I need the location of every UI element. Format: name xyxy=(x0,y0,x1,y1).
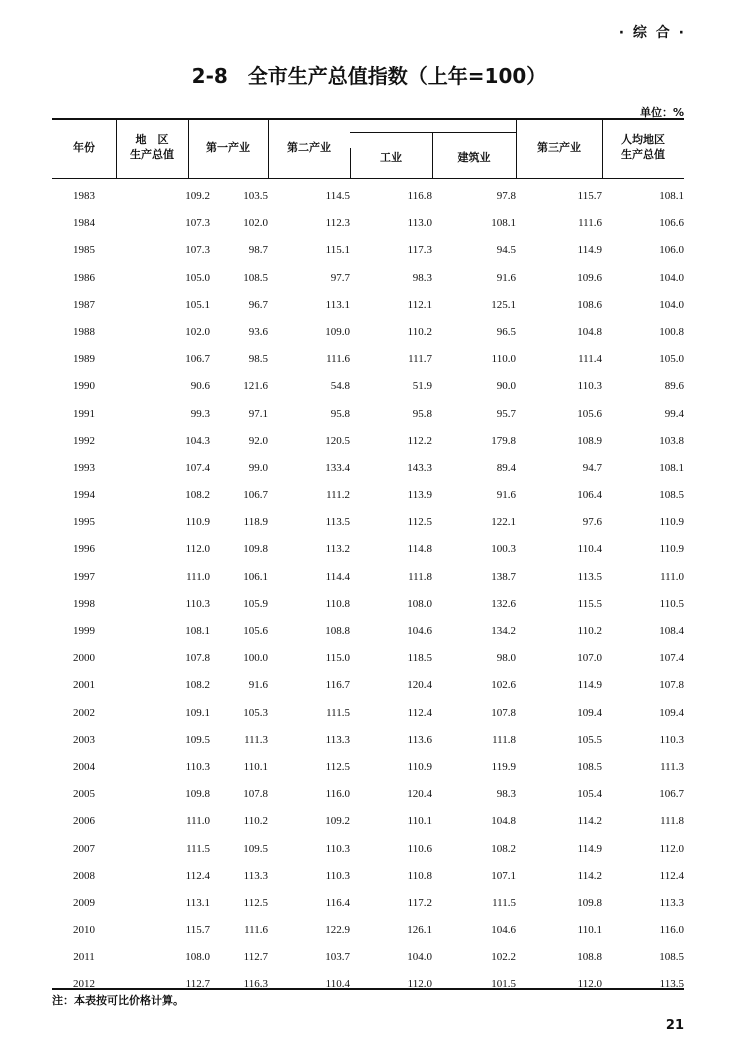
table-row xyxy=(52,619,684,646)
cell-gdp: 107.3 xyxy=(185,217,210,230)
cell-gdp: 115.7 xyxy=(185,924,210,937)
cell-gdp: 110.9 xyxy=(185,516,210,529)
cell-construction: 138.7 xyxy=(491,570,516,583)
cell-construction: 101.5 xyxy=(491,978,516,991)
cell-secondary: 110.4 xyxy=(325,978,350,991)
table-header-rule xyxy=(52,178,684,179)
cell-secondary: 133.4 xyxy=(325,461,350,474)
table-row xyxy=(52,755,684,782)
cell-industry: 117.3 xyxy=(407,244,432,257)
cell-construction: 107.1 xyxy=(491,869,516,882)
cell-industry: 120.4 xyxy=(407,679,432,692)
cell-gdp: 90.6 xyxy=(190,380,210,393)
cell-year: 1988 xyxy=(73,325,95,338)
cell-per-capita: 108.1 xyxy=(659,190,684,202)
cell-industry: 126.1 xyxy=(407,924,432,937)
header-tertiary: 第三产业 xyxy=(537,141,581,154)
cell-primary: 103.5 xyxy=(243,190,268,202)
cell-year: 1985 xyxy=(73,244,95,257)
cell-gdp: 111.0 xyxy=(186,815,210,828)
cell-year: 2010 xyxy=(73,924,95,937)
cell-per-capita: 108.5 xyxy=(659,489,684,502)
cell-year: 1993 xyxy=(73,461,95,474)
cell-year: 2002 xyxy=(73,706,95,719)
cell-construction: 94.5 xyxy=(496,244,516,257)
cell-industry: 111.7 xyxy=(408,353,432,366)
cell-gdp: 108.2 xyxy=(185,489,210,502)
cell-secondary: 111.5 xyxy=(326,706,350,719)
cell-year: 2004 xyxy=(73,760,95,773)
cell-tertiary: 113.5 xyxy=(577,570,602,583)
cell-per-capita: 116.0 xyxy=(659,924,684,937)
cell-primary: 112.5 xyxy=(243,896,268,909)
page-number: 21 xyxy=(665,1018,684,1033)
cell-secondary: 122.9 xyxy=(325,924,350,937)
cell-per-capita: 106.6 xyxy=(659,217,684,230)
cell-industry: 112.4 xyxy=(407,706,432,719)
cell-secondary: 110.8 xyxy=(325,597,350,610)
cell-per-capita: 107.8 xyxy=(659,679,684,692)
cell-tertiary: 108.8 xyxy=(577,951,602,964)
cell-per-capita: 108.1 xyxy=(659,461,684,474)
cell-tertiary: 114.9 xyxy=(577,842,602,855)
cell-industry: 98.3 xyxy=(412,271,432,284)
cell-year: 1997 xyxy=(73,570,95,583)
cell-tertiary: 114.2 xyxy=(577,869,602,882)
cell-gdp: 109.1 xyxy=(185,706,210,719)
cell-industry: 51.9 xyxy=(412,380,432,393)
cell-gdp: 104.3 xyxy=(185,434,210,447)
cell-industry: 112.5 xyxy=(407,516,432,529)
table-row xyxy=(52,184,684,211)
table-row xyxy=(52,374,684,401)
cell-gdp: 109.5 xyxy=(185,733,210,746)
cell-secondary: 109.2 xyxy=(325,815,350,828)
cell-per-capita: 108.4 xyxy=(659,625,684,637)
cell-construction: 97.8 xyxy=(496,190,516,202)
cell-per-capita: 100.8 xyxy=(659,325,684,338)
section-header: · 综 合 · xyxy=(618,25,686,41)
cell-industry: 120.4 xyxy=(407,788,432,801)
cell-primary: 110.1 xyxy=(243,760,268,773)
cell-industry: 104.0 xyxy=(407,951,432,964)
cell-secondary: 114.4 xyxy=(325,570,350,583)
cell-per-capita: 112.4 xyxy=(659,869,684,882)
cell-gdp: 110.3 xyxy=(185,597,210,610)
table-row xyxy=(52,211,684,238)
cell-gdp: 106.7 xyxy=(185,353,210,366)
cell-industry: 108.0 xyxy=(407,597,432,610)
cell-primary: 107.8 xyxy=(243,788,268,801)
cell-construction: 89.4 xyxy=(496,461,516,474)
cell-industry: 113.6 xyxy=(407,733,432,746)
cell-tertiary: 105.5 xyxy=(577,733,602,746)
cell-secondary: 112.3 xyxy=(325,217,350,230)
cell-tertiary: 108.9 xyxy=(577,434,602,447)
cell-primary: 105.3 xyxy=(243,706,268,719)
cell-industry: 111.8 xyxy=(408,570,432,583)
cell-construction: 132.6 xyxy=(491,597,516,610)
cell-year: 1986 xyxy=(73,271,95,284)
cell-year: 1998 xyxy=(73,597,95,610)
cell-industry: 117.2 xyxy=(407,896,432,909)
cell-gdp: 110.3 xyxy=(185,760,210,773)
cell-secondary: 113.2 xyxy=(325,543,350,556)
cell-year: 1984 xyxy=(73,217,95,230)
cell-secondary: 120.5 xyxy=(325,434,350,447)
cell-secondary: 113.5 xyxy=(325,516,350,529)
cell-tertiary: 94.7 xyxy=(582,461,602,474)
cell-gdp: 111.0 xyxy=(186,570,210,583)
cell-gdp: 112.7 xyxy=(185,978,210,991)
cell-industry: 110.9 xyxy=(407,760,432,773)
cell-construction: 111.8 xyxy=(492,733,516,746)
cell-year: 2000 xyxy=(73,652,95,665)
cell-construction: 104.8 xyxy=(491,815,516,828)
cell-secondary: 116.7 xyxy=(325,679,350,692)
cell-construction: 110.0 xyxy=(491,353,516,366)
cell-primary: 109.5 xyxy=(243,842,268,855)
cell-secondary: 112.5 xyxy=(325,760,350,773)
cell-secondary: 111.2 xyxy=(326,489,350,502)
cell-construction: 119.9 xyxy=(491,760,516,773)
cell-per-capita: 106.0 xyxy=(659,244,684,257)
cell-secondary: 111.6 xyxy=(326,353,350,366)
cell-primary: 112.7 xyxy=(243,951,268,964)
cell-primary: 110.2 xyxy=(243,815,268,828)
cell-gdp: 109.2 xyxy=(185,190,210,202)
cell-year: 1994 xyxy=(73,489,95,502)
cell-year: 1989 xyxy=(73,353,95,366)
cell-tertiary: 112.0 xyxy=(577,978,602,991)
cell-primary: 118.9 xyxy=(243,516,268,529)
cell-primary: 109.8 xyxy=(243,543,268,556)
cell-industry: 113.9 xyxy=(407,489,432,502)
cell-secondary: 54.8 xyxy=(330,380,350,393)
cell-primary: 105.6 xyxy=(243,625,268,637)
cell-gdp: 112.0 xyxy=(185,543,210,556)
cell-industry: 110.6 xyxy=(407,842,432,855)
table-row xyxy=(52,782,684,809)
cell-gdp: 109.8 xyxy=(185,788,210,801)
cell-gdp: 108.1 xyxy=(185,625,210,637)
cell-per-capita: 110.9 xyxy=(659,543,684,556)
cell-per-capita: 110.5 xyxy=(659,597,684,610)
cell-construction: 122.1 xyxy=(491,516,516,529)
cell-tertiary: 110.1 xyxy=(577,924,602,937)
cell-primary: 100.0 xyxy=(243,652,268,665)
cell-year: 2006 xyxy=(73,815,95,828)
cell-per-capita: 89.6 xyxy=(664,380,684,393)
cell-construction: 95.7 xyxy=(496,407,516,420)
cell-year: 1991 xyxy=(73,407,95,420)
cell-secondary: 113.1 xyxy=(325,298,350,311)
cell-gdp: 105.0 xyxy=(185,271,210,284)
cell-primary: 98.5 xyxy=(248,353,268,366)
cell-construction: 104.6 xyxy=(491,924,516,937)
cell-construction: 91.6 xyxy=(496,271,516,284)
cell-construction: 100.3 xyxy=(491,543,516,556)
cell-tertiary: 107.0 xyxy=(577,652,602,665)
header-industry: 工业 xyxy=(380,151,402,164)
cell-tertiary: 105.6 xyxy=(577,407,602,420)
cell-secondary: 116.0 xyxy=(325,788,350,801)
cell-industry: 113.0 xyxy=(407,217,432,230)
cell-secondary: 108.8 xyxy=(325,625,350,637)
cell-year: 1990 xyxy=(73,380,95,393)
header-primary: 第一产业 xyxy=(206,141,250,154)
cell-tertiary: 115.7 xyxy=(577,190,602,202)
cell-gdp: 107.4 xyxy=(185,461,210,474)
cell-construction: 125.1 xyxy=(491,298,516,311)
page-title: 2-8 全市生产总值指数（上年=100） xyxy=(191,64,547,88)
cell-gdp: 108.2 xyxy=(185,679,210,692)
unit-label: 单位：% xyxy=(639,106,684,119)
data-table-body xyxy=(52,184,684,1000)
cell-year: 2009 xyxy=(73,896,95,909)
cell-tertiary: 105.4 xyxy=(577,788,602,801)
cell-secondary: 115.1 xyxy=(325,244,350,257)
header-year: 年份 xyxy=(73,141,95,154)
cell-industry: 143.3 xyxy=(407,461,432,474)
cell-year: 1992 xyxy=(73,434,95,447)
cell-gdp: 111.5 xyxy=(186,842,210,855)
table-row xyxy=(52,510,684,537)
cell-secondary: 116.4 xyxy=(325,896,350,909)
table-row xyxy=(52,456,684,483)
cell-construction: 98.0 xyxy=(496,652,516,665)
cell-tertiary: 109.4 xyxy=(577,706,602,719)
cell-tertiary: 109.8 xyxy=(577,896,602,909)
header-per-capita: 人均地区 生产总值 xyxy=(621,133,665,161)
cell-gdp: 113.1 xyxy=(185,896,210,909)
cell-year: 1999 xyxy=(73,625,95,637)
cell-per-capita: 108.5 xyxy=(659,951,684,964)
cell-construction: 107.8 xyxy=(491,706,516,719)
cell-tertiary: 111.4 xyxy=(578,353,602,366)
cell-primary: 92.0 xyxy=(248,434,268,447)
cell-primary: 116.3 xyxy=(243,978,268,991)
cell-year: 2011 xyxy=(73,951,95,964)
table-row xyxy=(52,837,684,864)
cell-primary: 111.3 xyxy=(244,733,268,746)
cell-year: 2012 xyxy=(73,978,95,991)
header-secondary: 第二产业 xyxy=(287,141,331,154)
cell-per-capita: 110.3 xyxy=(659,733,684,746)
table-row xyxy=(52,673,684,700)
cell-construction: 111.5 xyxy=(492,896,516,909)
cell-per-capita: 103.8 xyxy=(659,434,684,447)
cell-secondary: 110.3 xyxy=(325,842,350,855)
table-row xyxy=(52,429,684,456)
table-top-rule xyxy=(52,118,684,120)
table-row xyxy=(52,891,684,918)
cell-tertiary: 114.9 xyxy=(577,679,602,692)
cell-gdp: 108.0 xyxy=(185,951,210,964)
table-row xyxy=(52,809,684,836)
cell-industry: 110.1 xyxy=(407,815,432,828)
cell-per-capita: 99.4 xyxy=(664,407,684,420)
cell-tertiary: 104.8 xyxy=(577,325,602,338)
cell-gdp: 107.8 xyxy=(185,652,210,665)
cell-per-capita: 111.0 xyxy=(660,570,684,583)
cell-tertiary: 108.6 xyxy=(577,298,602,311)
cell-secondary: 115.0 xyxy=(325,652,350,665)
cell-per-capita: 109.4 xyxy=(659,706,684,719)
table-row xyxy=(52,646,684,673)
cell-construction: 98.3 xyxy=(496,788,516,801)
cell-per-capita: 107.4 xyxy=(659,652,684,665)
cell-construction: 102.2 xyxy=(491,951,516,964)
cell-industry: 95.8 xyxy=(412,407,432,420)
cell-primary: 102.0 xyxy=(243,217,268,230)
cell-construction: 91.6 xyxy=(496,489,516,502)
table-row xyxy=(52,266,684,293)
cell-per-capita: 111.8 xyxy=(660,815,684,828)
cell-construction: 179.8 xyxy=(491,434,516,447)
table-row xyxy=(52,537,684,564)
cell-secondary: 97.7 xyxy=(330,271,350,284)
cell-per-capita: 111.3 xyxy=(660,760,684,773)
cell-year: 2001 xyxy=(73,679,95,692)
cell-primary: 93.6 xyxy=(248,325,268,338)
table-row xyxy=(52,728,684,755)
cell-tertiary: 114.2 xyxy=(577,815,602,828)
cell-industry: 118.5 xyxy=(407,652,432,665)
cell-industry: 110.8 xyxy=(407,869,432,882)
footnote: 注：本表按可比价格计算。 xyxy=(52,994,184,1007)
table-row xyxy=(52,945,684,972)
cell-per-capita: 113.3 xyxy=(659,896,684,909)
cell-per-capita: 105.0 xyxy=(659,353,684,366)
cell-year: 2005 xyxy=(73,788,95,801)
cell-secondary: 113.3 xyxy=(325,733,350,746)
cell-gdp: 105.1 xyxy=(185,298,210,311)
cell-per-capita: 104.0 xyxy=(659,298,684,311)
cell-per-capita: 104.0 xyxy=(659,271,684,284)
table-row xyxy=(52,592,684,619)
table-row xyxy=(52,320,684,347)
cell-tertiary: 115.5 xyxy=(577,597,602,610)
cell-primary: 99.0 xyxy=(248,461,268,474)
cell-primary: 121.6 xyxy=(243,380,268,393)
cell-gdp: 107.3 xyxy=(185,244,210,257)
cell-per-capita: 110.9 xyxy=(659,516,684,529)
cell-gdp: 112.4 xyxy=(185,869,210,882)
cell-primary: 106.7 xyxy=(243,489,268,502)
cell-primary: 111.6 xyxy=(244,924,268,937)
table-row xyxy=(52,864,684,891)
cell-industry: 114.8 xyxy=(407,543,432,556)
cell-secondary: 109.0 xyxy=(325,325,350,338)
cell-year: 1983 xyxy=(73,190,95,202)
cell-per-capita: 106.7 xyxy=(659,788,684,801)
table-row xyxy=(52,565,684,592)
cell-gdp: 99.3 xyxy=(190,407,210,420)
cell-primary: 105.9 xyxy=(243,597,268,610)
cell-primary: 108.5 xyxy=(243,271,268,284)
cell-tertiary: 110.3 xyxy=(577,380,602,393)
cell-industry: 110.2 xyxy=(407,325,432,338)
cell-tertiary: 97.6 xyxy=(582,516,602,529)
cell-primary: 113.3 xyxy=(243,869,268,882)
table-row xyxy=(52,918,684,945)
cell-secondary: 110.3 xyxy=(325,869,350,882)
table-row xyxy=(52,483,684,510)
cell-construction: 134.2 xyxy=(491,625,516,637)
table-row xyxy=(52,293,684,320)
cell-tertiary: 111.6 xyxy=(578,217,602,230)
cell-industry: 112.2 xyxy=(407,434,432,447)
cell-industry: 112.0 xyxy=(407,978,432,991)
cell-construction: 96.5 xyxy=(496,325,516,338)
cell-primary: 98.7 xyxy=(248,244,268,257)
cell-tertiary: 106.4 xyxy=(577,489,602,502)
cell-per-capita: 113.5 xyxy=(659,978,684,991)
cell-industry: 112.1 xyxy=(407,298,432,311)
cell-year: 1996 xyxy=(73,543,95,556)
cell-tertiary: 108.5 xyxy=(577,760,602,773)
cell-primary: 97.1 xyxy=(248,407,268,420)
cell-year: 2007 xyxy=(73,842,95,855)
cell-construction: 90.0 xyxy=(496,380,516,393)
table-row xyxy=(52,701,684,728)
cell-industry: 104.6 xyxy=(407,625,432,637)
cell-year: 2008 xyxy=(73,869,95,882)
cell-tertiary: 109.6 xyxy=(577,271,602,284)
table-row xyxy=(52,402,684,429)
cell-primary: 91.6 xyxy=(248,679,268,692)
cell-tertiary: 114.9 xyxy=(577,244,602,257)
cell-secondary: 95.8 xyxy=(330,407,350,420)
table-row xyxy=(52,347,684,374)
cell-secondary: 103.7 xyxy=(325,951,350,964)
cell-secondary: 114.5 xyxy=(325,190,350,202)
table-row xyxy=(52,238,684,265)
cell-year: 1995 xyxy=(73,516,95,529)
cell-construction: 108.2 xyxy=(491,842,516,855)
cell-year: 1987 xyxy=(73,298,95,311)
cell-year: 2003 xyxy=(73,733,95,746)
cell-tertiary: 110.2 xyxy=(577,625,602,637)
cell-tertiary: 110.4 xyxy=(577,543,602,556)
table-bottom-rule xyxy=(52,988,684,990)
cell-gdp: 102.0 xyxy=(185,325,210,338)
cell-per-capita: 112.0 xyxy=(659,842,684,855)
cell-primary: 106.1 xyxy=(243,570,268,583)
cell-construction: 102.6 xyxy=(491,679,516,692)
cell-industry: 116.8 xyxy=(407,190,432,202)
header-construction: 建筑业 xyxy=(457,151,491,164)
cell-primary: 96.7 xyxy=(248,298,268,311)
header-gdp: 地 区 生产总值 xyxy=(130,133,174,161)
header-subrule xyxy=(350,132,516,133)
cell-construction: 108.1 xyxy=(491,217,516,230)
